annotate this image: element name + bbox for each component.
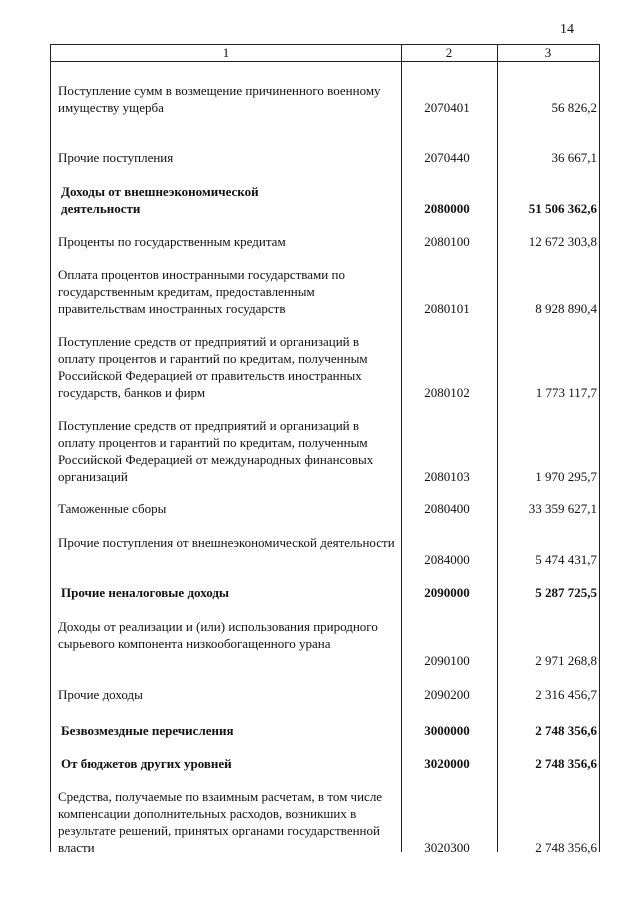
page-number: 14 (560, 22, 574, 37)
row-name: Оплата процентов иностранными государствами по государственным кредитам, предоставленным правительствам иностранных государств (58, 267, 345, 316)
row-code: 2090100 (424, 653, 470, 668)
row-amount: 2 748 356,6 (535, 756, 597, 771)
row-amount: 51 506 362,6 (528, 201, 597, 216)
row-name: Прочие поступления от внешнеэкономической деятельности (58, 535, 395, 550)
row-amount: 8 928 890,4 (535, 301, 597, 316)
row-amount: 56 826,2 (551, 100, 597, 115)
row-code: 2070401 (424, 100, 470, 115)
row-code: 2080400 (424, 501, 470, 516)
row-code: 3000000 (424, 723, 470, 738)
header-col-1: 1 (222, 45, 230, 60)
row-code: 3020000 (424, 756, 470, 771)
header-col-3: 3 (544, 45, 552, 60)
row-code: 2084000 (424, 552, 470, 567)
row-amount: 2 971 268,8 (535, 653, 597, 668)
row-code: 2080103 (424, 469, 470, 484)
row-amount: 5 287 725,5 (535, 585, 597, 600)
row-amount: 33 359 627,1 (528, 501, 597, 516)
row-code: 2080102 (424, 385, 470, 400)
row-name: Прочие доходы (58, 687, 143, 702)
row-name: Поступление сумм в возмещение причиненного военному имуществу ущерба (58, 83, 381, 115)
row-code: 2080000 (424, 201, 470, 216)
budget-table (50, 44, 600, 855)
row-name: Таможенные сборы (58, 501, 167, 516)
table-body (51, 62, 599, 855)
row-name: Прочие неналоговые доходы (61, 585, 230, 600)
row-name: Доходы от реализации и (или) использования природного сырьевого компонента низкообогащенного урана (58, 619, 378, 651)
row-code: 2090000 (424, 585, 470, 600)
row-amount: 5 474 431,7 (535, 552, 597, 567)
row-amount: 2 748 356,6 (535, 723, 597, 738)
row-amount: 12 672 303,8 (528, 234, 597, 249)
row-name: Доходы от внешнеэкономической деятельности (61, 184, 259, 216)
row-amount: 1 970 295,7 (535, 469, 597, 484)
row-code: 2070440 (424, 150, 470, 165)
row-amount: 36 667,1 (551, 150, 597, 165)
row-amount: 2 316 456,7 (535, 687, 597, 702)
row-name: Средства, получаемые по взаимным расчетам, в том числе компенсации дополнительных расходов, возникших в результате решений, принятых органами государственной власти (58, 789, 383, 855)
row-amount: 2 748 356,6 (535, 840, 597, 855)
row-name: Проценты по государственным кредитам (58, 234, 286, 249)
row-name: От бюджетов других уровней (61, 756, 232, 771)
row-amount: 1 773 117,7 (535, 385, 597, 400)
row-name: Поступление средств от предприятий и организаций в оплату процентов и гарантий по кредитам, полученным Российской Федерацией от правительств иностранных государств, банков и фирм (58, 334, 368, 400)
row-name: Прочие поступления (58, 150, 174, 165)
row-code: 2090200 (424, 687, 470, 702)
row-name: Безвозмездные перечисления (61, 723, 234, 738)
header-col-2: 2 (445, 45, 453, 60)
row-name: Поступление средств от предприятий и организаций в оплату процентов и гарантий по кредитам, полученным Российской Федерацией от международных финансовых организаций (58, 418, 374, 484)
table-header (51, 44, 599, 62)
row-code: 3020300 (424, 840, 470, 855)
row-code: 2080100 (424, 234, 470, 249)
row-code: 2080101 (424, 301, 470, 316)
